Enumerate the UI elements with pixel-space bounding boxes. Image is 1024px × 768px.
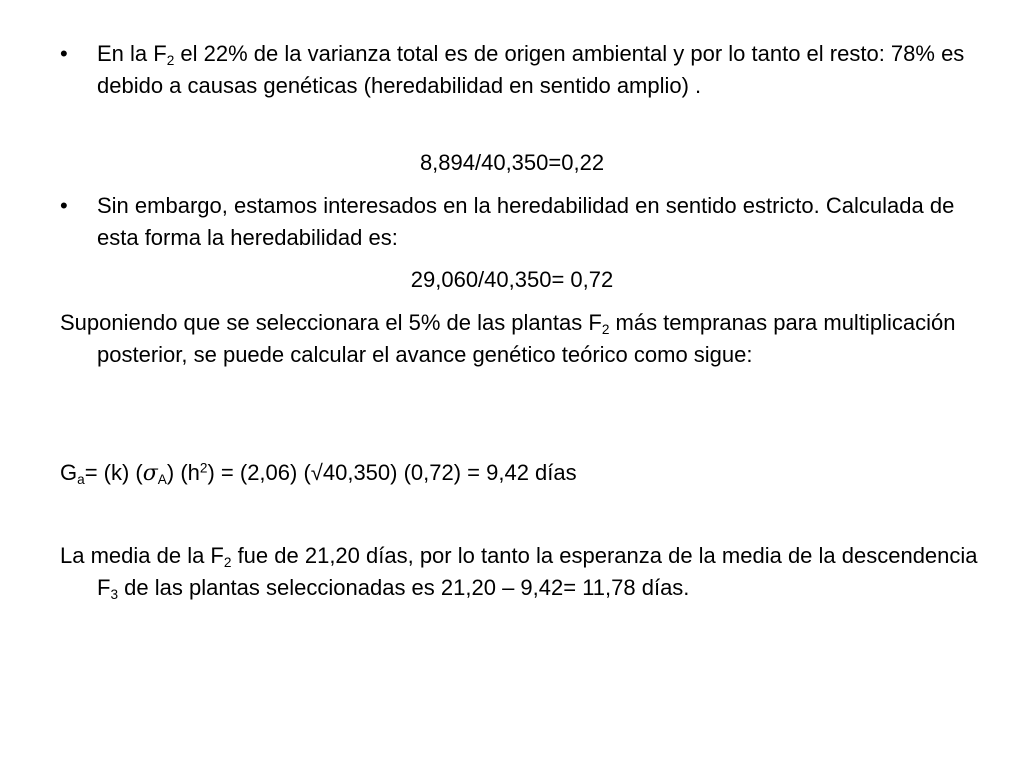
subscript: 2 xyxy=(166,52,175,68)
paragraph-selection xyxy=(60,307,997,371)
text-segment: de las plantas seleccionadas es 21,20 – 9,42= 11,78 días. xyxy=(118,575,690,600)
subscript: 2 xyxy=(601,321,610,337)
bullet-text-variance xyxy=(97,38,977,102)
formula-text: ) = (2,06) ( xyxy=(207,460,311,485)
subscript: A xyxy=(157,471,167,487)
text-segment: Suponiendo que se seleccionara el 5% de las plantas F xyxy=(60,310,602,335)
formula-text: ) (h xyxy=(166,460,200,485)
bullet-icon: • xyxy=(60,41,68,66)
text-segment: más tempranas para multiplicación posterior, se puede calcular el avance genético teórico como sigue: xyxy=(97,310,956,367)
bullet-icon: • xyxy=(60,193,68,218)
formula-text: = (k) ( xyxy=(84,460,143,485)
text-segment: En la F xyxy=(97,41,167,66)
formula-symbol-g: G xyxy=(60,460,78,485)
calculation-broad-heritability: 8,894/40,350=0,22 xyxy=(419,150,605,175)
genetic-advance-formula xyxy=(60,457,577,490)
subscript: 3 xyxy=(110,586,119,602)
square-root-icon: √ xyxy=(310,460,323,485)
text-segment: La media de la F xyxy=(60,543,224,568)
calculation-narrow-heritability: 29,060/40,350= 0,72 xyxy=(410,267,614,292)
text-segment: fue de 21,20 días, por lo tanto la esperanza de la media de la descendencia F xyxy=(97,543,978,600)
paragraph-offspring-mean xyxy=(60,540,997,604)
text-segment: el 22% de la varianza total es de origen ambiental y por lo tanto el resto: 78% es debido a causas genéticas (heredabilidad en sentido amplio) . xyxy=(97,41,965,98)
superscript: 2 xyxy=(199,460,208,476)
sigma-icon: σ xyxy=(142,461,158,486)
formula-text: 40,350) (0,72) = 9,42 días xyxy=(322,460,577,485)
bullet-text-narrow-heritability: Sin embargo, estamos interesados en la heredabilidad en sentido estricto. Calculada de esta forma la heredabilidad es: xyxy=(97,193,955,250)
subscript: 2 xyxy=(223,554,232,570)
subscript: a xyxy=(77,471,85,487)
